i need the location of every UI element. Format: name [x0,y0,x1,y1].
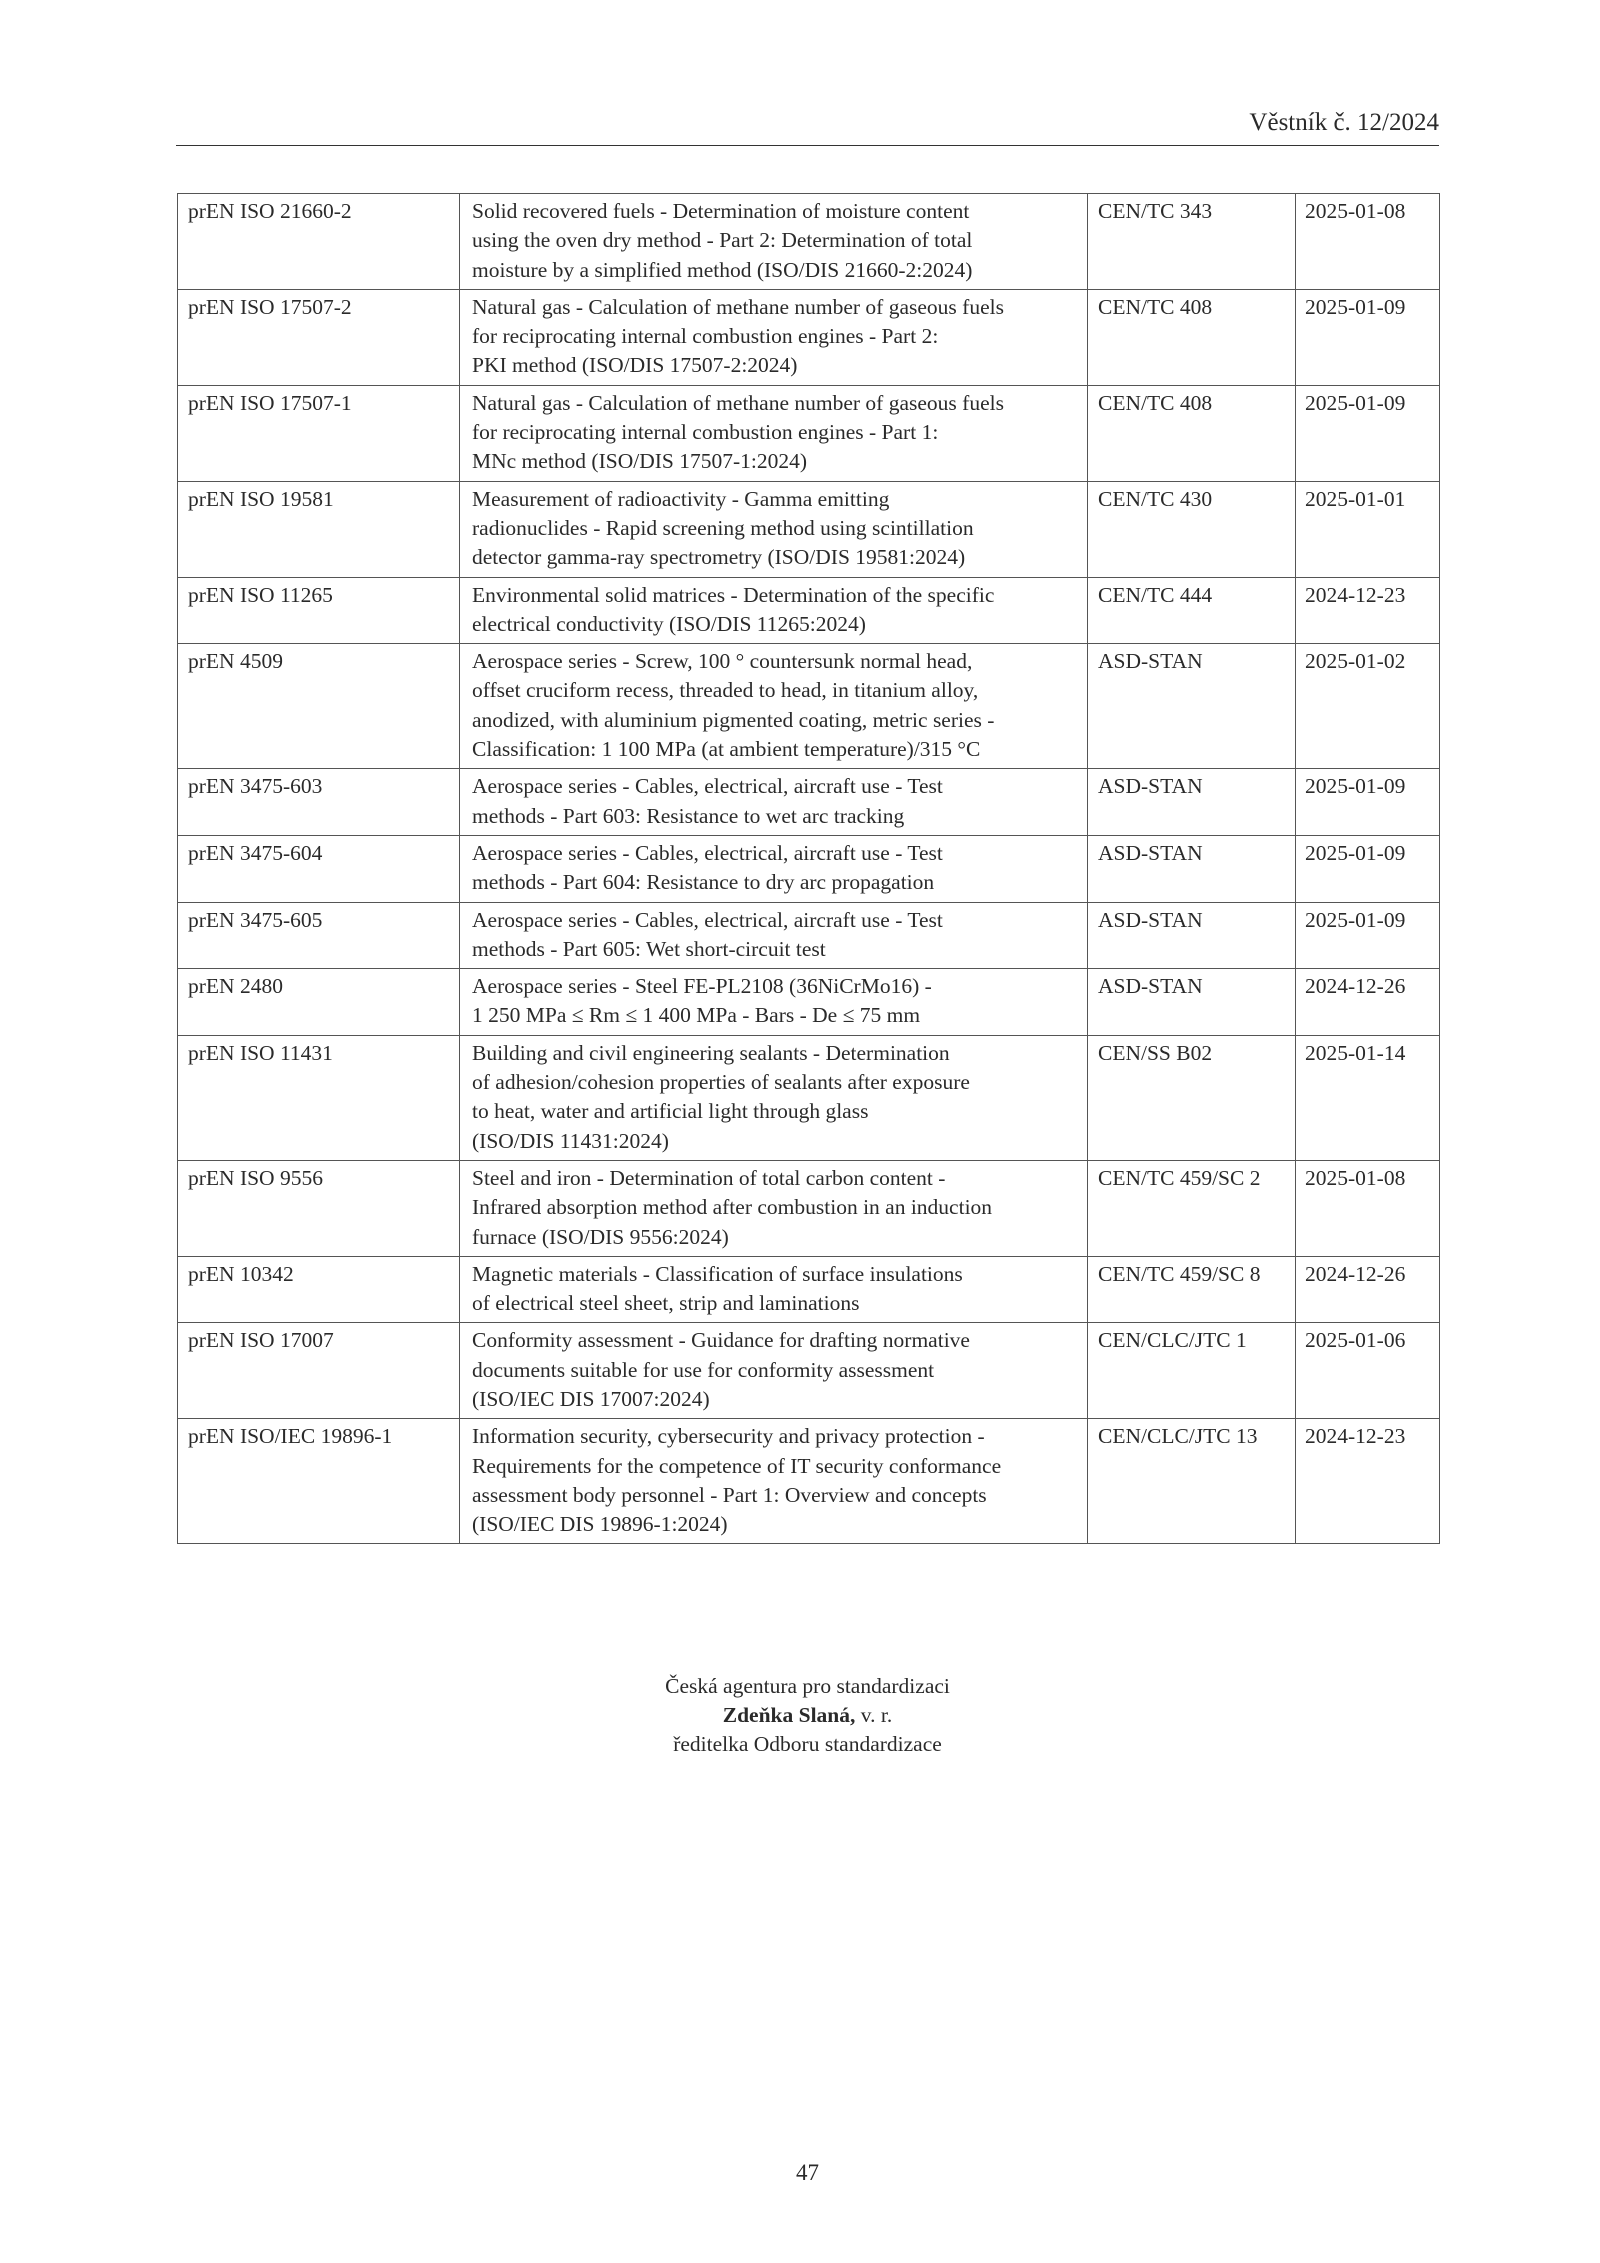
standard-title [460,289,1088,385]
technical-committee: ASD-STAN [1088,835,1296,902]
standard-title-line: methods - Part 605: Wet short-circuit test [472,936,826,961]
table-row [178,1419,1440,1544]
standard-title [460,481,1088,577]
signatory-line [176,1701,1439,1730]
comment-deadline: 2025-01-14 [1296,1035,1440,1160]
signatory-name: Zdeňka Slaná, [722,1703,856,1727]
technical-committee: ASD-STAN [1088,644,1296,769]
standard-title-line: radionuclides - Rapid screening method using scintillation [472,515,974,540]
comment-deadline: 2025-01-01 [1296,481,1440,577]
standard-title-line: Infrared absorption method after combustion in an induction [472,1195,993,1220]
standard-title-line: Natural gas - Calculation of methane number of gaseous fuels [472,390,1004,415]
comment-deadline: 2025-01-02 [1296,644,1440,769]
standard-title-line: of adhesion/cohesion properties of sealants after exposure [472,1070,970,1095]
standard-designation: prEN ISO 21660-2 [178,194,460,290]
standard-title [460,1035,1088,1160]
standard-designation: prEN 3475-605 [178,902,460,969]
comment-deadline: 2025-01-09 [1296,385,1440,481]
standard-title-line: MNc method (ISO/DIS 17507-1:2024) [472,449,808,474]
standard-designation: prEN 10342 [178,1256,460,1323]
technical-committee: ASD-STAN [1088,902,1296,969]
technical-committee: ASD-STAN [1088,769,1296,836]
comment-deadline: 2024-12-23 [1296,1419,1440,1544]
standard-title-line: Natural gas - Calculation of methane number of gaseous fuels [472,294,1004,319]
comment-deadline: 2025-01-08 [1296,1160,1440,1256]
standard-title-line: Classification: 1 100 MPa (at ambient temperature)/315 °C [472,737,981,762]
table-row [178,769,1440,836]
comment-deadline: 2024-12-26 [1296,1256,1440,1323]
comment-deadline: 2025-01-09 [1296,289,1440,385]
standard-designation: prEN ISO 17507-2 [178,289,460,385]
standard-title-line: Measurement of radioactivity - Gamma emitting [472,486,890,511]
standard-title-line: detector gamma-ray spectrometry (ISO/DIS 19581:2024) [472,545,966,570]
standard-title-line: (ISO/IEC DIS 19896-1:2024) [472,1512,728,1537]
standard-title [460,194,1088,290]
technical-committee: CEN/TC 444 [1088,577,1296,644]
standard-title-line: (ISO/DIS 11431:2024) [472,1128,669,1153]
standard-designation: prEN ISO 9556 [178,1160,460,1256]
standard-designation: prEN ISO 19581 [178,481,460,577]
standard-title-line: for reciprocating internal combustion engines - Part 1: [472,420,939,445]
table-row [178,577,1440,644]
table-row [178,481,1440,577]
standard-title-line: Aerospace series - Cables, electrical, aircraft use - Test [472,840,943,865]
standard-title [460,385,1088,481]
standard-title-line: Building and civil engineering sealants - Determination [472,1040,950,1065]
standard-designation: prEN 2480 [178,969,460,1036]
standard-title-line: (ISO/IEC DIS 17007:2024) [472,1386,710,1411]
standard-title [460,1323,1088,1419]
standards-table-body [178,194,1440,1544]
standard-title-line: offset cruciform recess, threaded to head, in titanium alloy, [472,678,979,703]
standard-title-line: Conformity assessment - Guidance for drafting normative [472,1328,970,1353]
standard-title-line: moisture by a simplified method (ISO/DIS 21660-2:2024) [472,257,973,282]
standard-title-line: using the oven dry method - Part 2: Determination of total [472,228,973,253]
standard-title-line: to heat, water and artificial light through glass [472,1099,869,1124]
table-row [178,385,1440,481]
standard-designation: prEN 4509 [178,644,460,769]
standard-title-line: methods - Part 603: Resistance to wet arc tracking [472,803,905,828]
standard-designation: prEN ISO/IEC 19896-1 [178,1419,460,1544]
standard-title-line: Aerospace series - Cables, electrical, aircraft use - Test [472,774,943,799]
standard-title-line: methods - Part 604: Resistance to dry arc propagation [472,870,935,895]
standard-designation: prEN ISO 17007 [178,1323,460,1419]
technical-committee: CEN/TC 430 [1088,481,1296,577]
standard-title-line: Information security, cybersecurity and privacy protection - [472,1424,985,1449]
comment-deadline: 2025-01-08 [1296,194,1440,290]
technical-committee: CEN/TC 408 [1088,385,1296,481]
technical-committee: CEN/TC 343 [1088,194,1296,290]
table-row [178,969,1440,1036]
comment-deadline: 2024-12-26 [1296,969,1440,1036]
standard-title [460,902,1088,969]
standard-title-line: Solid recovered fuels - Determination of moisture content [472,199,970,223]
standard-title-line: Requirements for the competence of IT security conformance [472,1453,1002,1478]
comment-deadline: 2025-01-09 [1296,902,1440,969]
technical-committee: CEN/TC 459/SC 8 [1088,1256,1296,1323]
signatory-position: ředitelka Odboru standardizace [673,1732,942,1756]
agency-name: Česká agentura pro standardizaci [665,1674,950,1698]
standard-title-line: furnace (ISO/DIS 9556:2024) [472,1224,729,1249]
header-divider [176,145,1439,146]
signatory-suffix: v. r. [855,1703,893,1727]
standard-title-line: anodized, with aluminium pigmented coating, metric series - [472,707,995,732]
journal-issue-header: Věstník č. 12/2024 [1249,109,1439,136]
standard-title [460,1419,1088,1544]
standard-title-line: of electrical steel sheet, strip and laminations [472,1291,860,1316]
technical-committee: ASD-STAN [1088,969,1296,1036]
standard-title [460,644,1088,769]
table-row [178,1035,1440,1160]
table-row [178,902,1440,969]
standards-table [177,193,1440,1544]
standard-designation: prEN ISO 11431 [178,1035,460,1160]
standard-title [460,769,1088,836]
standard-title-line: Aerospace series - Screw, 100 ° countersunk normal head, [472,649,973,674]
standard-title-line: Aerospace series - Cables, electrical, aircraft use - Test [472,907,943,932]
comment-deadline: 2025-01-09 [1296,769,1440,836]
standard-title-line: Steel and iron - Determination of total carbon content - [472,1165,946,1190]
page-number: 47 [796,2160,819,2185]
comment-deadline: 2024-12-23 [1296,577,1440,644]
table-row [178,1256,1440,1323]
table-row [178,194,1440,290]
comment-deadline: 2025-01-06 [1296,1323,1440,1419]
standard-title-line: Magnetic materials - Classification of surface insulations [472,1261,963,1286]
table-row [178,1160,1440,1256]
technical-committee: CEN/SS B02 [1088,1035,1296,1160]
standard-title-line: documents suitable for use for conformity assessment [472,1357,935,1382]
signature-block [176,1672,1439,1759]
standard-designation: prEN 3475-603 [178,769,460,836]
standard-title-line: assessment body personnel - Part 1: Overview and concepts [472,1482,987,1507]
standard-title-line: 1 250 MPa ≤ Rm ≤ 1 400 MPa - Bars - De ≤ 75 mm [472,1003,921,1028]
standard-title-line: PKI method (ISO/DIS 17507-2:2024) [472,353,798,378]
standard-title-line: electrical conductivity (ISO/DIS 11265:2024) [472,611,866,636]
technical-committee: CEN/TC 408 [1088,289,1296,385]
comment-deadline: 2025-01-09 [1296,835,1440,902]
technical-committee: CEN/CLC/JTC 1 [1088,1323,1296,1419]
table-row [178,289,1440,385]
standard-designation: prEN ISO 17507-1 [178,385,460,481]
technical-committee: CEN/CLC/JTC 13 [1088,1419,1296,1544]
standard-title-line: Aerospace series - Steel FE-PL2108 (36NiCrMo16) - [472,974,932,999]
standard-designation: prEN ISO 11265 [178,577,460,644]
standard-designation: prEN 3475-604 [178,835,460,902]
standard-title-line: Environmental solid matrices - Determination of the specific [472,582,995,607]
table-row [178,835,1440,902]
standard-title [460,1256,1088,1323]
standard-title [460,969,1088,1036]
standard-title [460,835,1088,902]
standard-title-line: for reciprocating internal combustion engines - Part 2: [472,324,939,349]
table-row [178,1323,1440,1419]
table-row [178,644,1440,769]
standard-title [460,577,1088,644]
technical-committee: CEN/TC 459/SC 2 [1088,1160,1296,1256]
standard-title [460,1160,1088,1256]
